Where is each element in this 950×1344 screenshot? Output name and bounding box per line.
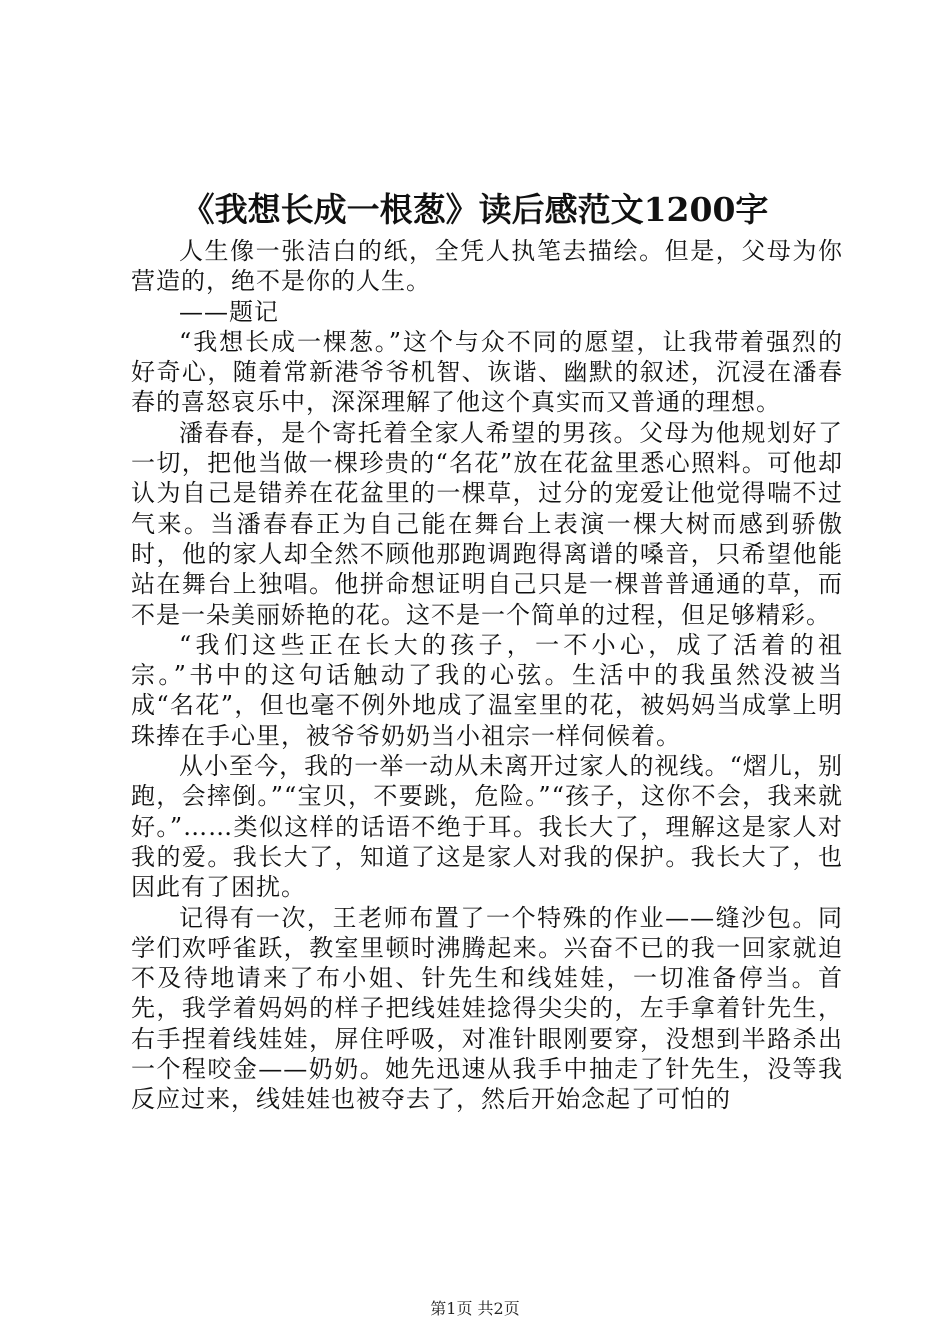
paragraph: 潘春春，是个寄托着全家人希望的男孩。父母为他规划好了一切，把他当做一棵珍贵的“名花”放在花盆里悉心照料。可他却认为自己是错养在花盆里的一棵草，过分的宠爱让他觉得喘不过气来。当潘春春正为自己能在舞台上表演一棵大树而感到骄傲时，他的家人却全然不顾他那跑调跑得离谱的嗓音，只希望他能站在舞台上独唱。他拼命想证明自己只是一棵普普通通的草，而不是一朵美丽娇艳的花。这不是一个简单的过程，但足够精彩。	[131, 418, 843, 629]
paragraph: 从小至今，我的一举一动从未离开过家人的视线。“熠儿，别跑，会摔倒。”“宝贝，不要跳，危险。”“孩子，这你不会，我来就好。”……类似这样的话语不绝于耳。我长大了，理解这是家人对我的爱。我长大了，知道了这是家人对我的保护。我长大了，也因此有了困扰。	[131, 752, 843, 902]
paragraph: “我们这些正在长大的孩子，一不小心，成了活着的祖宗。”书中的这句话触动了我的心弦。生活中的我虽然没被当成“名花”，但也毫不例外地成了温室里的花，被妈妈当成掌上明珠捧在手心里，被爷爷奶奶当小祖宗一样伺候着。	[131, 630, 843, 750]
paragraph: 记得有一次，王老师布置了一个特殊的作业——缝沙包。同学们欢呼雀跃，教室里顿时沸腾起来。兴奋不已的我一回家就迫不及待地请来了布小姐、针先生和线娃娃，一切准备停当。首先，我学着妈妈的样子把线娃娃捻得尖尖的，左手拿着针先生，右手捏着线娃娃，屏住呼吸，对准针眼刚要穿，没想到半路杀出一个程咬金——奶奶。她先迅速从我手中抽走了针先生，没等我反应过来，线娃娃也被夺去了，然后开始念起了可怕的	[131, 903, 843, 1114]
paragraph: 人生像一张洁白的纸，全凭人执笔去描绘。但是，父母为你营造的，绝不是你的人生。	[131, 237, 843, 296]
paragraph: “我想长成一棵葱。”这个与众不同的愿望，让我带着强烈的好奇心，随着常新港爷爷机智、诙谐、幽默的叙述，沉浸在潘春春的喜怒哀乐中，深深理解了他这个真实而又普通的理想。	[131, 327, 843, 417]
paragraph-epigraph-attribution: ——题记	[179, 297, 279, 326]
document-title: 《我想长成一根葱》读后感范文1200字	[181, 190, 769, 229]
page-footer: 第1页 共2页	[430, 1299, 520, 1318]
document-body	[131, 236, 843, 1115]
